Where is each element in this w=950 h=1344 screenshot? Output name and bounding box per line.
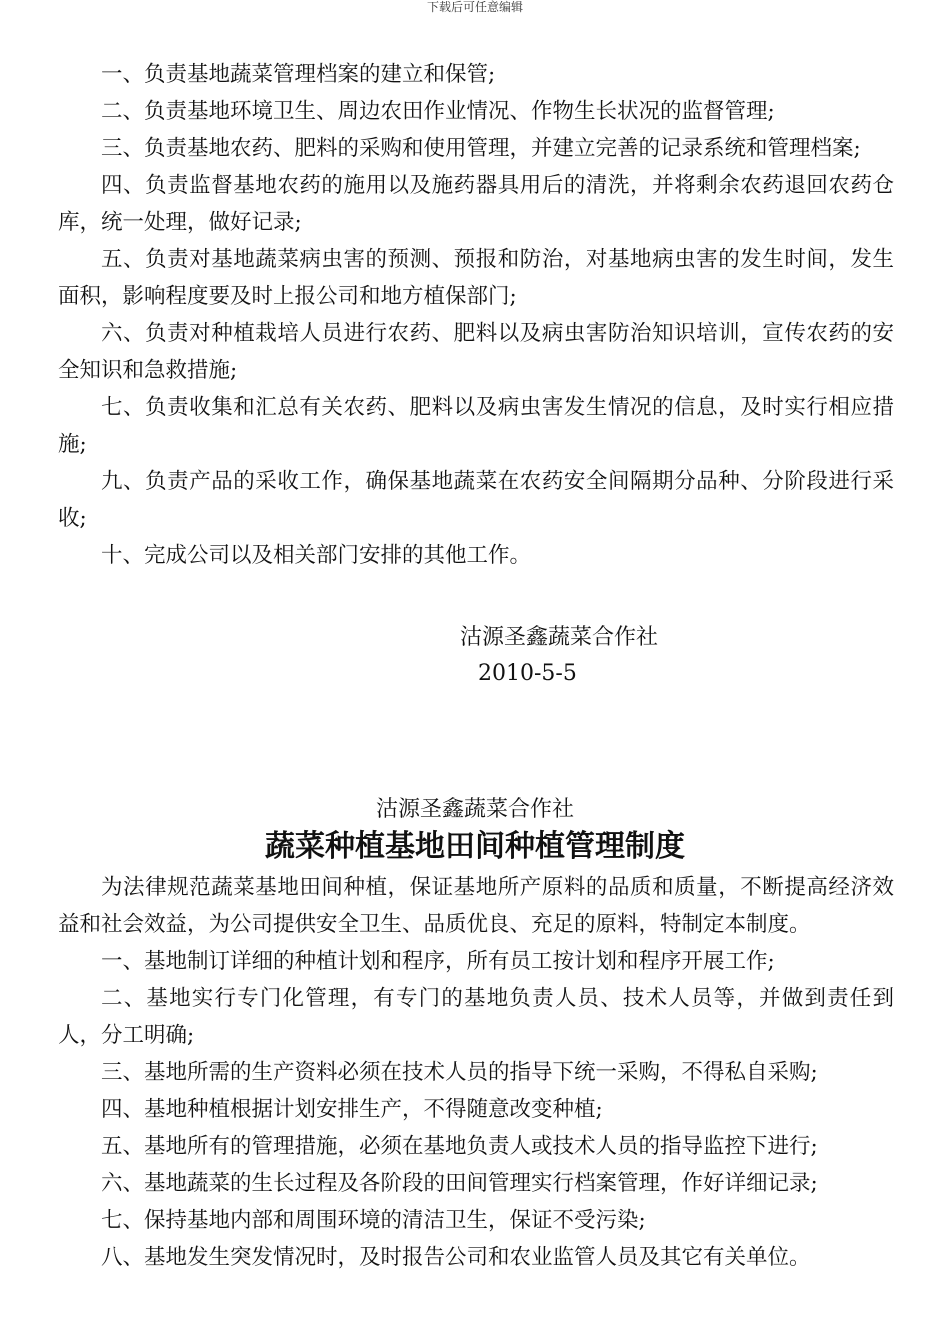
document-org-heading: 沽源圣鑫蔬菜合作社	[375, 797, 574, 822]
rule-item-1: 一、基地制订详细的种植计划和程序，所有员工按计划和程序开展工作;	[101, 949, 775, 974]
rule-item-5: 五、基地所有的管理措施，必须在基地负责人或技术人员的指导监控下进行;	[101, 1134, 818, 1159]
duty-item-3: 三、负责基地农药、肥料的采购和使用管理，并建立完善的记录系统和管理档案;	[101, 136, 861, 161]
document-title: 蔬菜种植基地田间种植管理制度	[265, 829, 685, 864]
rule-item-3: 三、基地所需的生产资料必须在技术人员的指导下统一采购，不得私自采购;	[101, 1060, 818, 1085]
duty-item-6: 六、负责对种植栽培人员进行农药、肥料以及病虫害防治知识培训，宣传农药的安全知识和急救措施;	[58, 321, 894, 383]
duty-item-2: 二、负责基地环境卫生、周边农田作业情况、作物生长状况的监督管理;	[101, 99, 775, 124]
duty-item-7: 七、负责收集和汇总有关农药、肥料以及病虫害发生情况的信息，及时实行相应措施;	[58, 395, 894, 457]
rule-item-6: 六、基地蔬菜的生长过程及各阶段的田间管理实行档案管理，作好详细记录;	[101, 1171, 818, 1196]
duty-item-9: 九、负责产品的采收工作，确保基地蔬菜在农药安全间隔期分品种、分阶段进行采收;	[58, 469, 894, 531]
rule-item-8: 八、基地发生突发情况时，及时报告公司和农业监管人员及其它有关单位。	[101, 1245, 811, 1270]
signature-date: 2010-5-5	[478, 661, 577, 686]
intro-paragraph: 为法律规范蔬菜基地田间种植，保证基地所产原料的品质和质量，不断提高经济效益和社会效益，为公司提供安全卫生、品质优良、充足的原料，特制定本制度。	[58, 875, 894, 937]
rule-item-2: 二、基地实行专门化管理，有专门的基地负责人员、技术人员等，并做到责任到人，分工明确;	[58, 986, 894, 1048]
duty-item-10: 十、完成公司以及相关部门安排的其他工作。	[101, 543, 532, 568]
duty-item-4: 四、负责监督基地农药的施用以及施药器具用后的清洗，并将剩余农药退回农药仓库，统一处理，做好记录;	[58, 173, 894, 235]
rule-item-4: 四、基地种植根据计划安排生产，不得随意改变种植;	[101, 1097, 603, 1122]
signature-org: 沽源圣鑫蔬菜合作社	[460, 625, 659, 650]
duty-item-5: 五、负责对基地蔬菜病虫害的预测、预报和防治，对基地病虫害的发生时间，发生面积，影响程度要及时上报公司和地方植保部门;	[58, 247, 894, 309]
header-note: 下载后可任意编辑	[426, 0, 523, 14]
rule-item-7: 七、保持基地内部和周围环境的清洁卫生，保证不受污染;	[101, 1208, 646, 1233]
duty-item-1: 一、负责基地蔬菜管理档案的建立和保管;	[101, 62, 496, 87]
